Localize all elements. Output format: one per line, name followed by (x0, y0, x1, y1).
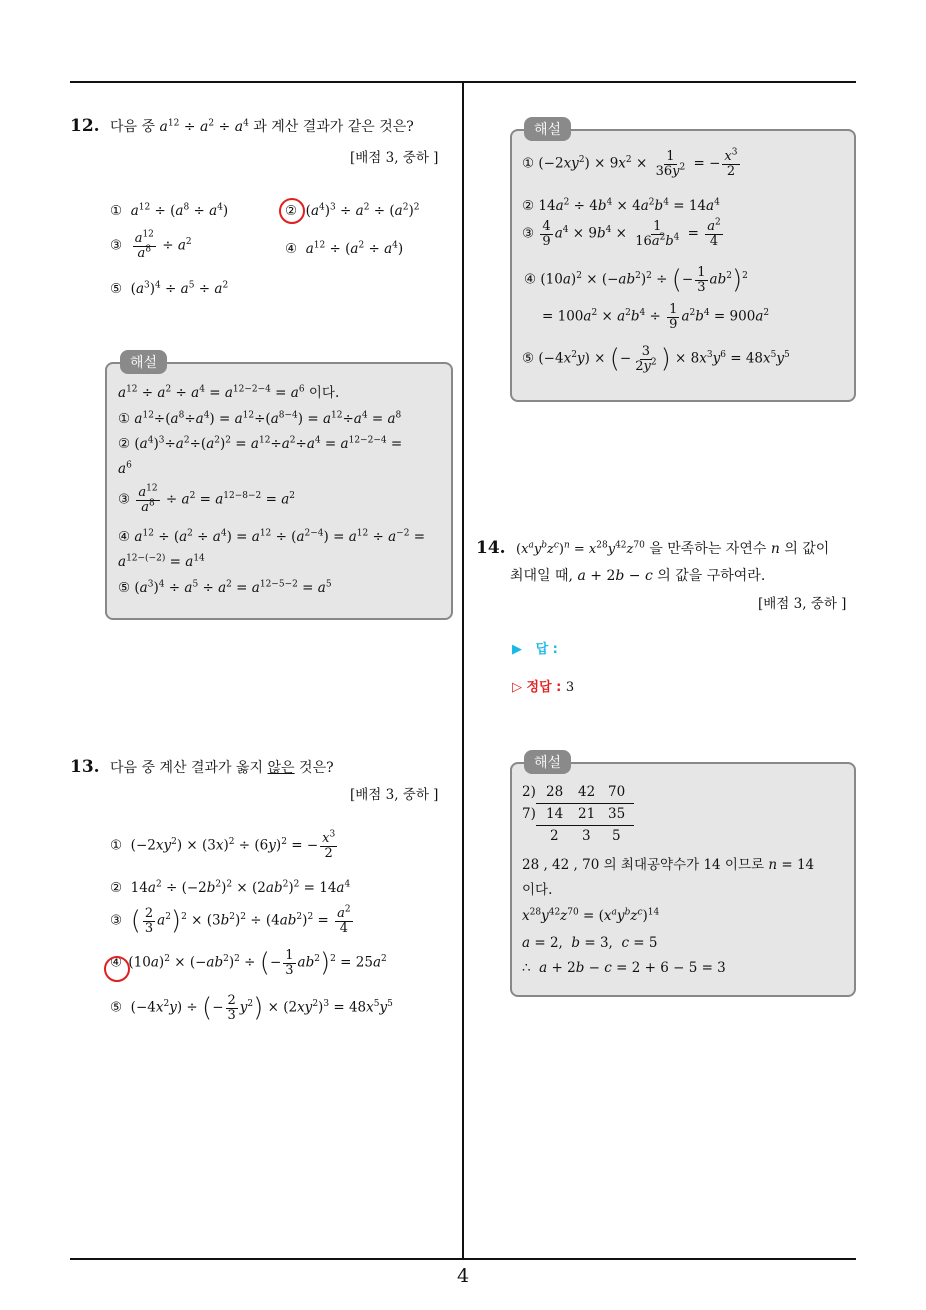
q12-sol-line-4: ③ $\frac{a^{12}}{a^8}$ ÷ $a^2 = a^{12-8-2} = a^2$ (118, 483, 295, 515)
q12-solution-tag: 해설 (120, 350, 167, 374)
q13-choice-3[interactable]: ③ ( $\frac{2}{3}$ $a^2)^2 \times (3b^2)^2 \div (4ab^2)^2$ = $\frac{a^2}{4}$ (110, 904, 351, 936)
q14-solution-tag: 해설 (524, 750, 571, 774)
q12-answer-mark (279, 198, 305, 224)
q13-text-a: 다음 중 계산 결과가 옳지 (110, 760, 264, 776)
q12-sol-line-5b: $a^{12-(-2)} = a^{14}$ (118, 553, 205, 570)
q14-question-line-2: 최대일 때, a + 2b − c 의 값을 구하여라. (510, 568, 766, 584)
q13-choice-2[interactable]: ② $14a^2 \div (-2b^2)^2 \times (2ab^2)^2 = 14a^4$ (110, 879, 351, 896)
q14-text-line1-suffix: 을 만족하는 자연수 (649, 541, 767, 557)
q14-sol-text-1-content: 28 , 42 , 70 의 최대공약수가 14 이므로 (522, 857, 765, 873)
q13-sol-line-1: ① $(-2xy^2) \times 9x^2$ × $\frac{1}{36y^2}$ = − $\frac{x^3}{2}$ (522, 147, 738, 179)
q14-score: [배점 3, 중하 ] (758, 596, 847, 612)
division-cell: 2 (550, 828, 559, 844)
q12-score: [배점 3, 중하 ] (350, 150, 439, 166)
q13-solution-tag: 해설 (524, 117, 571, 141)
division-cell: 14 (546, 806, 564, 822)
q14-question-line-1: 14. $(x^ay^bz^c)^n = x^{28}y^{42}z^{70}$ 을 만족하는 자연수 n 의 값이 (476, 538, 830, 558)
q14-sol-eq-1: $x^{28}y^{42}z^{70} = (x^ay^bz^c)^{14}$ (522, 907, 660, 924)
q12-choice-4[interactable]: ④ $a^{12} \div (a^2 \div a^4)$ (285, 240, 404, 257)
q14-text-line2-prefix: 최대일 때, (510, 568, 573, 584)
q13-score: [배점 3, 중하 ] (350, 787, 439, 803)
division-cell: 35 (608, 806, 626, 822)
q14-text-line2-suffix: 의 값을 구하여라. (657, 568, 766, 584)
q12-sol-line-1: $a^{12} \div a^2 \div a^4 = a^{12-2-4} = a^6$ 이다. (118, 384, 340, 401)
q12-choice-5[interactable]: ⑤ $(a^3)^4 \div a^5 \div a^2$ (110, 280, 229, 297)
play-icon: ▶ (512, 642, 522, 657)
q14-equation: $(x^ay^bz^c)^n = x^{28}y^{42}z^{70}$ (516, 540, 645, 557)
q14-correct-label: 정답 : (526, 680, 562, 695)
division-cell: 21 (578, 806, 596, 822)
q12-expression: $a^{12} \div a^2 \div a^4$ (159, 118, 249, 135)
q14-text-line1-tail: 의 값이 (784, 541, 830, 557)
q13-text-b: 것은? (299, 760, 334, 776)
q12-sol-line-5: ④ $a^{12} \div (a^2 \div a^4) = a^{12} \div (a^{2-4}) = a^{12} \div a^{-2}$ = (118, 528, 426, 545)
division-cell: 5 (612, 828, 621, 844)
division-cell: 28 (546, 784, 564, 800)
q13-text-underlined: 않은 (267, 760, 295, 776)
q14-sol-eq-2: a = 2, b = 3, c = 5 (522, 935, 658, 951)
q13-sol-line-3: ③ $\frac{4}{9}$ $a^4 \times 9b^4$ × $\frac{1}{16a^2b^4}$ = $\frac{a^2}{4}$ (522, 217, 721, 249)
q13-answer-mark (104, 956, 130, 982)
q14-answer-label: 답 : (535, 642, 558, 657)
q12-number: 12. (70, 116, 100, 136)
q14-sol-eq-3: ∴ a + 2b − c = 2 + 6 − 5 = 3 (522, 960, 726, 976)
q13-sol-line-4: ④ $(10a)^2 \times (-ab^2)^2$ ÷ (− $\frac{1}{3}$ $ab^2)^2$ (524, 265, 748, 296)
q12-sol-line-6: ⑤ $(a^3)^4 \div a^5 \div a^2 = a^{12-5-2} = a^5$ (118, 579, 332, 596)
column-divider (462, 81, 464, 1259)
division-cell: 3 (582, 828, 591, 844)
q12-sol-line-2: ① $a^{12}\div(a^8\div a^4) = a^{12}\div(a^{8-4}) = a^{12}\div a^4 = a^8$ (118, 410, 402, 427)
q13-choice-4[interactable]: ④ $(10a)^2 \times (-ab^2)^2$ ÷ (− $\frac{1}{3}$ $ab^2)^2 = 25a^2$ (110, 947, 387, 978)
division-underline-2 (536, 825, 634, 826)
divisor-1: 2) (522, 784, 536, 800)
q13-sol-line-5: ⑤ $(-4x^2y)$ × (− $\frac{3}{2y^2}$ ) × $8x^3y^6 = 48x^5y^5$ (522, 344, 790, 375)
q13-choice-1[interactable]: ① $(-2xy^2) \times (3x)^2 \div (6y)^2$ = − $\frac{x^3}{2}$ (110, 829, 336, 861)
q14-answer-row (512, 638, 558, 657)
q12-question (70, 116, 414, 137)
q12-sol-line-3: ② $(a^4)^3\div a^2\div(a^2)^2 = a^{12}\div a^2\div a^4 = a^{12-2-4}$ = (118, 435, 403, 452)
q13-number: 13. (70, 757, 100, 777)
q12-sol-line-1-suffix: 이다. (308, 385, 340, 401)
divisor-2: 7) (522, 806, 536, 822)
q13-sol-line-4b: = $100a^2 \times a^2b^4$ ÷ $\frac{1}{9}$ $a^2b^4 = 900a^2$ (542, 302, 770, 332)
division-cell: 70 (608, 784, 626, 800)
q12-choice-1[interactable]: ① $a^{12} \div (a^8 \div a^4)$ (110, 202, 229, 219)
division-underline-1 (536, 803, 634, 804)
q12-text-suffix: 과 계산 결과가 같은 것은? (253, 119, 414, 135)
q13-question (70, 757, 334, 778)
play-outline-icon: ▷ (512, 680, 522, 695)
q12-text-prefix: 다음 중 (110, 119, 156, 135)
q12-choice-3[interactable]: ③ $\frac{a^{12}}{a^8}$ ÷ $a^2$ (110, 229, 192, 261)
q14-sol-text-1: 28 , 42 , 70 의 최대공약수가 14 이므로 n = 14 (522, 857, 815, 873)
q12-choice-2[interactable]: ② $(a^4)^3 \div a^2 \div (a^2)^2$ (285, 202, 420, 219)
division-cell: 42 (578, 784, 596, 800)
q13-sol-line-2: ② $14a^2 \div 4b^4 \times 4a^2b^4 = 14a^4$ (522, 197, 720, 214)
page-number: 4 (456, 1265, 470, 1287)
q12-sol-line-3b: $a^6$ (118, 460, 132, 477)
bottom-rule (70, 1258, 856, 1260)
q14-number: 14. (476, 538, 506, 558)
q14-correct-row (512, 676, 574, 695)
q14-correct-value: 3 (565, 680, 575, 695)
q13-choice-5[interactable]: ⑤ $(-4x^2y)$ ÷ (− $\frac{2}{3}$ $y^2) \times (2xy^2)^3 = 48x^5y^5$ (110, 992, 393, 1023)
q14-sol-text-2: 이다. (522, 882, 553, 898)
